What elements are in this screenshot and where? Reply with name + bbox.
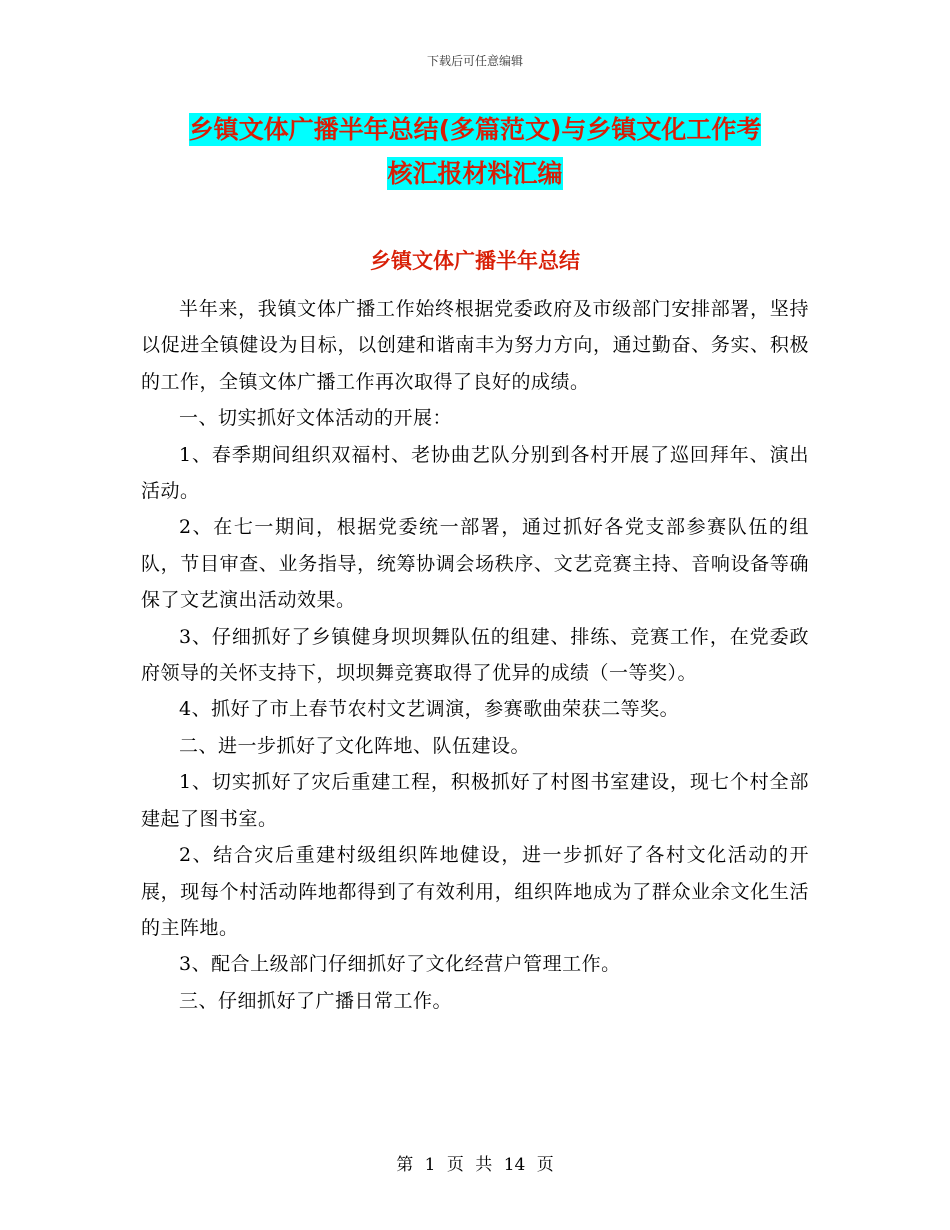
paragraph: 二、进一步抓好了文化阵地、队伍建设。 — [179, 734, 531, 757]
paragraph: 半年来，我镇文体广播工作始终根据党委政府及市级部门安排部署，坚持以促进全镇健设为目标，以创建和谐南丰为努力方向，通过勤奋、务实、积极的工作，全镇文体广播工作再次取得了良好的成绩。 — [141, 298, 809, 393]
paragraph: 一、切实抓好文体活动的开展： — [179, 407, 453, 430]
paragraph: 3、仔细抓好了乡镇健身坝坝舞队伍的组建、排练、竞赛工作，在党委政府领导的关怀支持下，坝坝舞竞赛取得了优异的成绩（一等奖）。 — [141, 625, 809, 685]
paragraph: 2、结合灾后重建村级组织阵地健设，进一步抓好了各村文化活动的开展，现每个村活动阵地都得到了有效利用，组织阵地成为了群众业余文化生活的主阵地。 — [141, 844, 809, 939]
title-line-1: 乡镇文体广播半年总结(多篇范文)与乡镇文化工作考 — [188, 115, 762, 144]
title-line-2: 核汇报材料汇编 — [387, 159, 563, 188]
paragraph: 3、配合上级部门仔细抓好了文化经营户管理工作。 — [179, 953, 621, 976]
body-text — [141, 291, 809, 1019]
document-title — [140, 108, 810, 196]
paragraph: 1、春季期间组织双福村、老协曲艺队分别到各村开展了巡回拜年、演出活动。 — [141, 443, 809, 503]
paragraph: 4、抓好了市上春节农村文艺调演，参赛歌曲荣获二等奖。 — [179, 698, 680, 721]
paragraph: 三、仔细抓好了广播日常工作。 — [179, 989, 453, 1012]
paragraph: 1、切实抓好了灾后重建工程，积极抓好了村图书室建设，现七个村全部建起了图书室。 — [141, 771, 809, 830]
paragraph: 2、在七一期间，根据党委统一部署，通过抓好各党支部参赛队伍的组队，节目审查、业务指导，统筹协调会场秩序、文艺竞赛主持、音响设备等确保了文艺演出活动效果。 — [141, 516, 809, 612]
header-note: 下载后可任意编辑 — [426, 54, 523, 68]
page-footer: 第 1 页 共 14 页 — [396, 1155, 554, 1175]
section-title: 乡镇文体广播半年总结 — [370, 249, 580, 273]
